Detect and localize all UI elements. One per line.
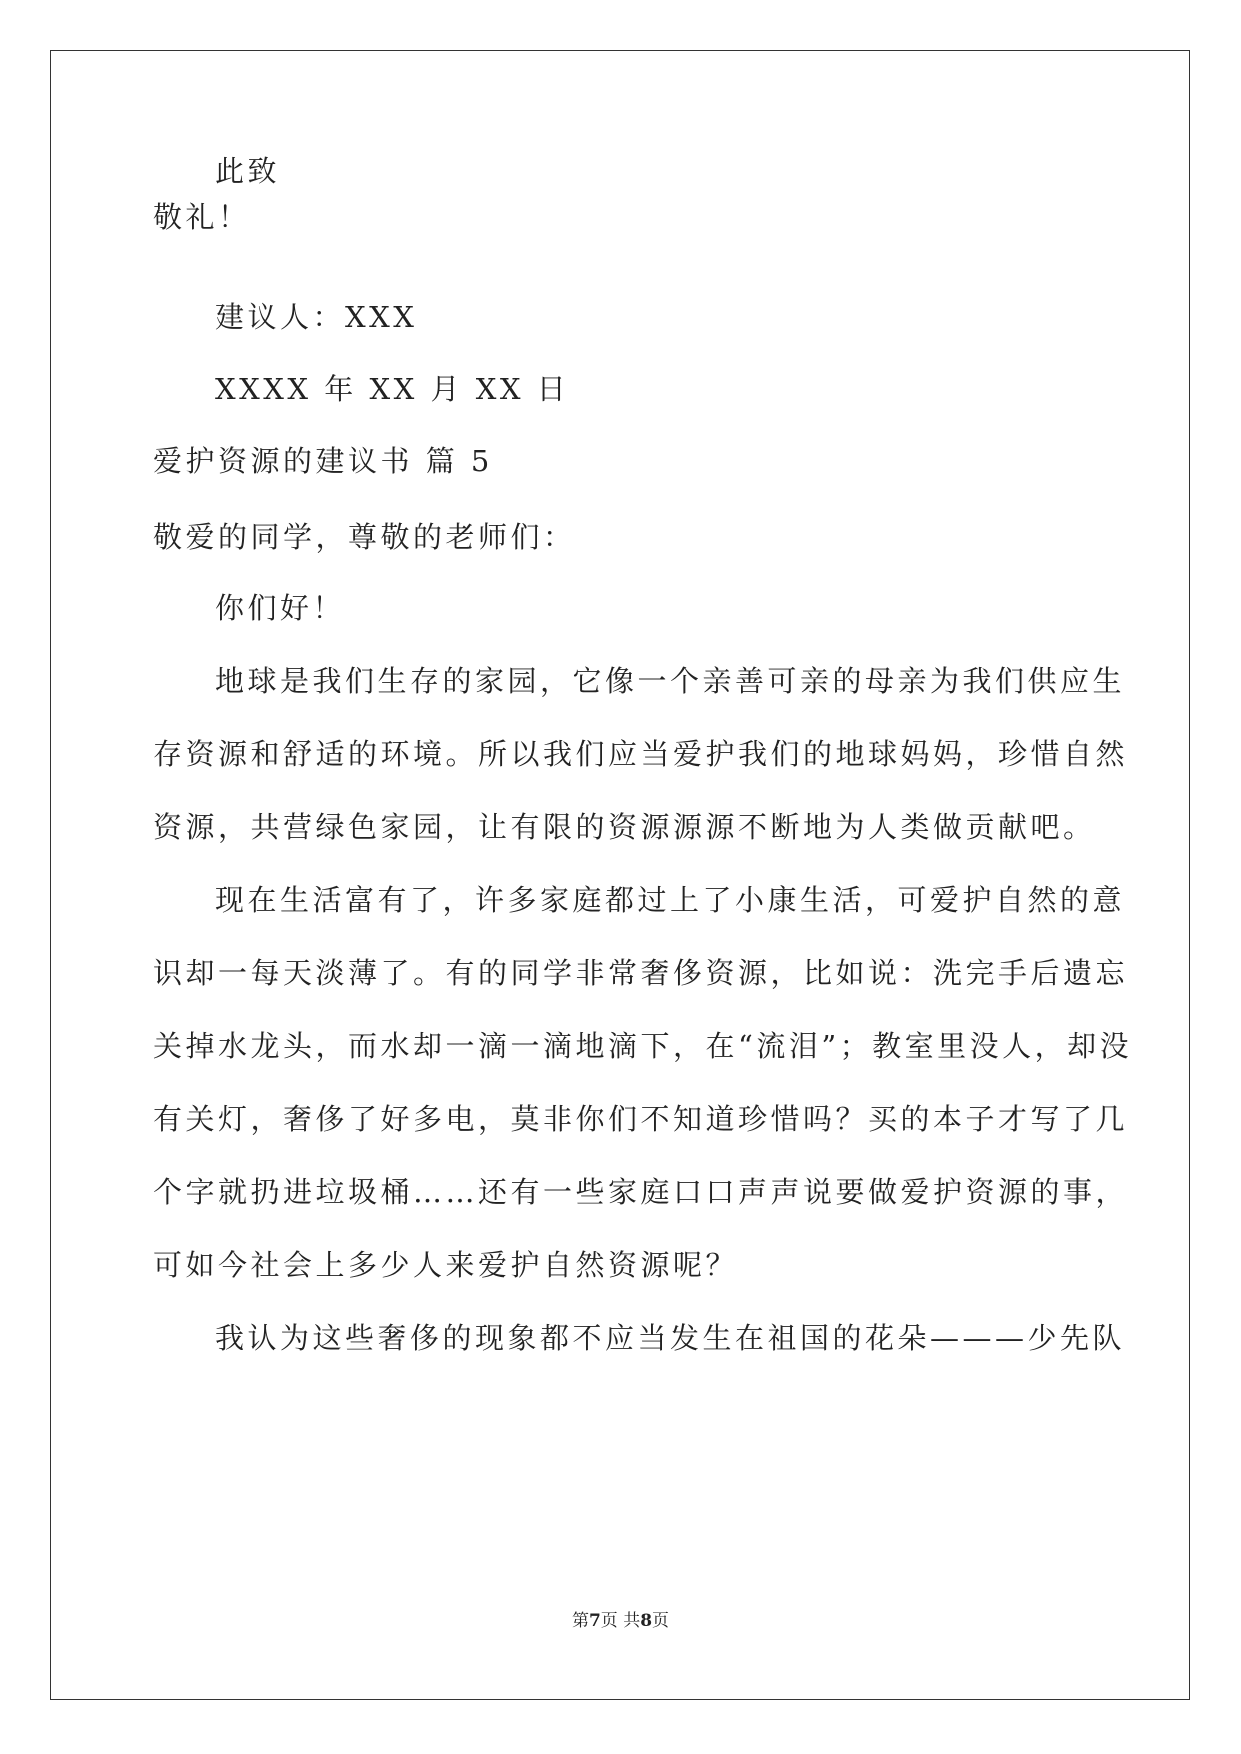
paragraph-line: 存资源和舒适的环境。所以我们应当爱护我们的地球妈妈，珍惜自然 [153, 737, 1129, 771]
letter-salute: 敬礼！ [153, 200, 251, 234]
paragraph-line: 资源，共营绿色家园，让有限的资源源源不断地为人类做贡献吧。 [153, 810, 1096, 844]
footer-prefix: 第 [571, 1611, 589, 1631]
section-hello: 你们好！ [215, 591, 346, 625]
paragraph-line: 可如今社会上多少人来爱护自然资源呢？ [153, 1248, 739, 1282]
footer-middle: 页 共 [600, 1611, 641, 1631]
paragraph-line: 现在生活富有了，许多家庭都过上了小康生活，可爱护自然的意 [215, 883, 1126, 917]
footer-suffix: 页 [652, 1611, 670, 1631]
paragraph-line: 个字就扔进垃圾桶……还有一些家庭口口声声说要做爱护资源的事， [153, 1175, 1129, 1209]
page-footer [0, 1606, 1241, 1631]
paragraph-line: 地球是我们生存的家园，它像一个亲善可亲的母亲为我们供应生 [215, 664, 1126, 698]
letter-date: XXXX 年 XX 月 XX 日 [215, 372, 570, 406]
letter-closing: 此致 [215, 154, 281, 188]
section-title: 爱护资源的建议书 篇 5 [153, 444, 493, 478]
section-greeting: 敬爱的同学，尊敬的老师们： [153, 520, 576, 554]
letter-signer: 建议人：XXX [215, 300, 418, 334]
paragraph-line: 关掉水龙头，而水却一滴一滴地滴下，在“流泪”；教室里没人，却没 [153, 1029, 1133, 1063]
footer-page-number: 7 [588, 1611, 601, 1631]
paragraph-line: 我认为这些奢侈的现象都不应当发生在祖国的花朵———少先队 [215, 1321, 1126, 1355]
paragraph-line: 识却一每天淡薄了。有的同学非常奢侈资源，比如说：洗完手后遗忘 [153, 956, 1129, 990]
paragraph-line: 有关灯，奢侈了好多电，莫非你们不知道珍惜吗？买的本子才写了几 [153, 1102, 1129, 1136]
footer-total-pages: 8 [640, 1611, 653, 1631]
